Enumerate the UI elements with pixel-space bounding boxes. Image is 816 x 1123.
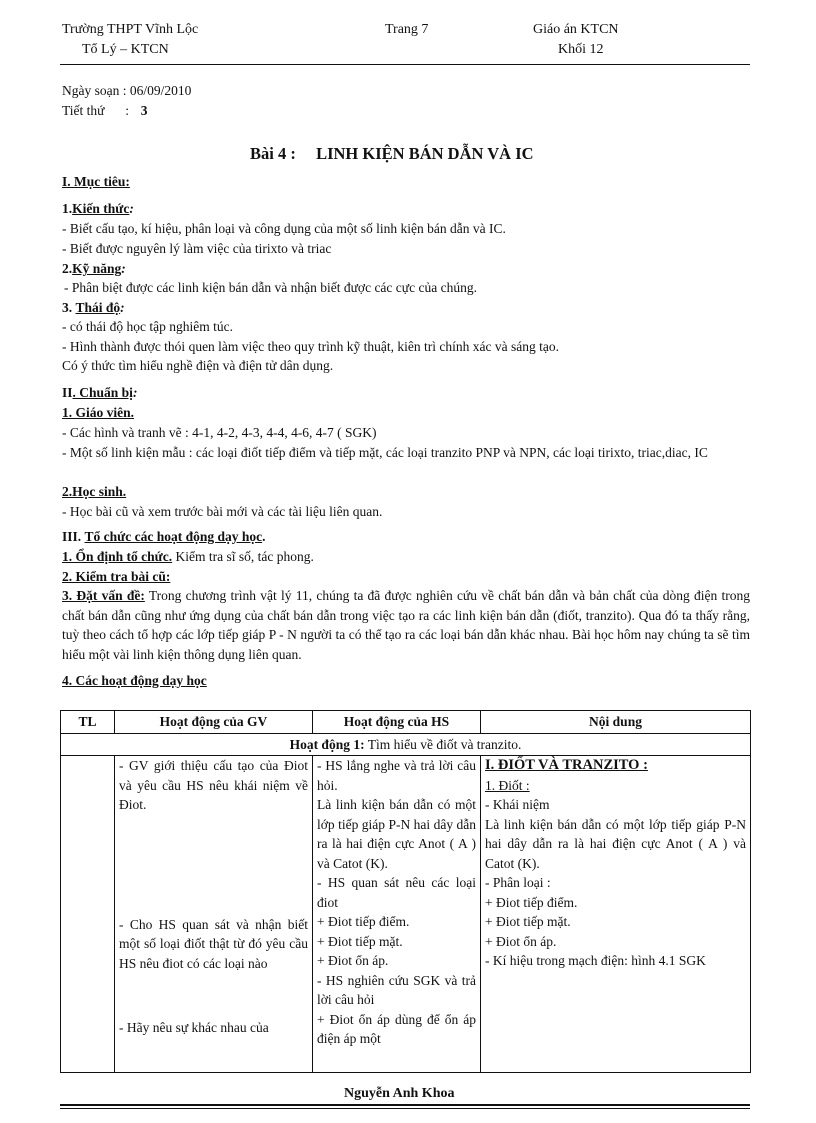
gv-item: - GV giới thiệu cấu tạo của Điot và yêu cầu HS nêu khái niệm về Điot. bbox=[119, 758, 308, 812]
student-heading: 2.Học sinh. bbox=[62, 484, 127, 499]
content-item: + Điot ổn áp. bbox=[485, 933, 557, 949]
gv-cell bbox=[115, 756, 313, 1073]
period-label: Tiết thứ bbox=[62, 103, 105, 118]
hs-item: + Điot tiếp mặt. bbox=[317, 933, 403, 949]
skill-item: - Phân biệt được các linh kiện bán dẫn và nhận biết được các cực của chúng. bbox=[64, 280, 477, 295]
table-header-row bbox=[61, 711, 751, 734]
col-header-gv: Hoạt động của GV bbox=[115, 711, 313, 734]
content-item: Là linh kiện bán dẫn có một lớp tiếp giáp P-N hai dây dẫn ra là hai điện cực Anot ( A ) và Catot (K). bbox=[485, 816, 746, 871]
tl-cell bbox=[61, 756, 115, 1073]
table-row bbox=[61, 756, 751, 1073]
activities-heading: III. Tổ chức các hoạt động dạy học. bbox=[62, 529, 266, 544]
gv-item: - Cho HS quan sát và nhận biết một số loại điốt thật từ đó yêu cầu HS nêu điot có các loại nào bbox=[119, 916, 308, 971]
teacher-item: - Các hình và tranh vẽ : 4-1, 4-2, 4-3, 4-4, 4-6, 4-7 ( SGK) bbox=[62, 425, 377, 440]
footer-divider-top bbox=[60, 1104, 750, 1106]
activities-table bbox=[60, 710, 751, 1073]
objectives-heading: I. Mục tiêu: bbox=[62, 174, 130, 189]
hs-item: + Điot ổn áp. bbox=[317, 953, 389, 968]
header-divider bbox=[60, 64, 750, 65]
hs-cell bbox=[313, 756, 481, 1073]
activity-title: Hoạt động 1: Tìm hiểu về điốt và tranzito. bbox=[61, 733, 751, 756]
author-name: Nguyễn Anh Khoa bbox=[344, 1086, 455, 1101]
attitude-item: - có thái độ học tập nghiêm túc. bbox=[62, 319, 233, 334]
page-number: Trang 7 bbox=[385, 22, 429, 37]
hs-item: + Điot ổn áp dùng để ổn áp điện áp một bbox=[317, 1011, 476, 1046]
lesson-title bbox=[250, 144, 534, 164]
content-heading: I. ĐIỐT VÀ TRANZITO : bbox=[485, 757, 648, 773]
content-item: - Kí hiệu trong mạch điện: hình 4.1 SGK bbox=[485, 953, 706, 968]
col-header-tl: TL bbox=[61, 711, 115, 734]
attitude-item: - Hình thành được thói quen làm việc theo quy trình kỹ thuật, kiên trì chính xác và sáng tạo. bbox=[62, 339, 559, 354]
skill-heading: 2.Kỹ năng: bbox=[62, 261, 126, 276]
department: Tổ Lý – KTCN bbox=[82, 42, 169, 57]
attitude-item: Có ý thức tìm hiểu nghề điện và điện tử dân dụng. bbox=[62, 358, 334, 373]
teaching-activities-heading: 4. Các hoạt động dạy học bbox=[62, 673, 207, 688]
problem-statement: 3. Đặt vấn đề: Trong chương trình vật lý 11, chúng ta đã được nghiên cứu về chất bán dẫn và bản chất của dòng điện trong chất bán dẫn cũng như ứng dụng của chất bán dẫn trong việc tạo ra các linh kiện bán dẫn (điốt, tranzito). Qua đó ta thấy rằng, tuỳ theo cách tổ hợp các lớp tiếp giáp P - N người ta có thể tạo ra các loại bán dẫn khác nhau. Bài học hôm nay chúng ta sẽ tìm hiểu một vài linh kiện thông dụng liên quan. bbox=[62, 588, 751, 662]
knowledge-heading: 1.Kiến thức: bbox=[62, 201, 134, 216]
content-cell bbox=[481, 756, 751, 1073]
grade: Khối 12 bbox=[558, 42, 604, 57]
lesson-name: LINH KIỆN BÁN DẪN VÀ IC bbox=[316, 144, 534, 163]
col-header-content: Nội dung bbox=[481, 711, 751, 734]
teacher-item: - Một số linh kiện mẫu : các loại điốt tiếp điểm và tiếp mặt, các loại tranzito PNP và NPN, các loại tirixto, triac,diac, IC bbox=[62, 445, 708, 460]
hs-item: - HS nghiên cứu SGK và trả lời câu hỏi bbox=[317, 972, 476, 1007]
preparation-heading: II. Chuẩn bị: bbox=[62, 385, 138, 400]
content-item: + Điot tiếp điểm. bbox=[485, 894, 578, 910]
hs-item: Là linh kiện bán dẫn có một lớp tiếp giáp P-N hai dây dẫn ra là hai điện cực Anot ( A ) và Catot (K). bbox=[317, 797, 476, 871]
content-item: - Khái niệm bbox=[485, 797, 550, 812]
period bbox=[62, 101, 147, 121]
footer-divider-bottom bbox=[60, 1108, 750, 1109]
activity-row bbox=[61, 733, 751, 756]
col-header-hs: Hoạt động của HS bbox=[313, 711, 481, 734]
period-sep: : bbox=[125, 103, 129, 118]
date-prepared: Ngày soạn : 06/09/2010 bbox=[62, 83, 192, 98]
student-item: - Học bài cũ và xem trước bài mới và các tài liệu liên quan. bbox=[62, 504, 383, 519]
hs-item: - HS lắng nghe và trả lời câu hỏi. bbox=[317, 758, 476, 793]
attitude-heading: 3. Thái độ: bbox=[62, 300, 125, 315]
plan-title: Giáo án KTCN bbox=[533, 22, 619, 37]
knowledge-item: - Biết cấu tạo, kí hiệu, phân loại và công dụng của một số linh kiện bán dẫn và IC. bbox=[62, 221, 506, 236]
class-organization: 1. Ổn định tổ chức. Kiểm tra sĩ số, tác phong. bbox=[62, 549, 314, 564]
content-subheading: 1. Điốt : bbox=[485, 777, 530, 793]
lesson-number: Bài 4 : bbox=[250, 144, 296, 163]
period-value: 3 bbox=[140, 103, 148, 118]
old-lesson-check: 2. Kiểm tra bài cũ: bbox=[62, 569, 171, 584]
content-item: - Phân loại : bbox=[485, 875, 551, 890]
hs-item: - HS quan sát nêu các loại điot bbox=[317, 875, 476, 910]
content-item: + Điot tiếp mặt. bbox=[485, 914, 571, 929]
knowledge-item: - Biết được nguyên lý làm việc của tirixto và triac bbox=[62, 241, 332, 256]
teacher-heading: 1. Giáo viên. bbox=[62, 405, 135, 420]
school-name: Trường THPT Vĩnh Lộc bbox=[62, 22, 199, 37]
gv-item: - Hãy nêu sự khác nhau của bbox=[119, 1020, 269, 1035]
hs-item: + Điot tiếp điểm. bbox=[317, 914, 410, 929]
